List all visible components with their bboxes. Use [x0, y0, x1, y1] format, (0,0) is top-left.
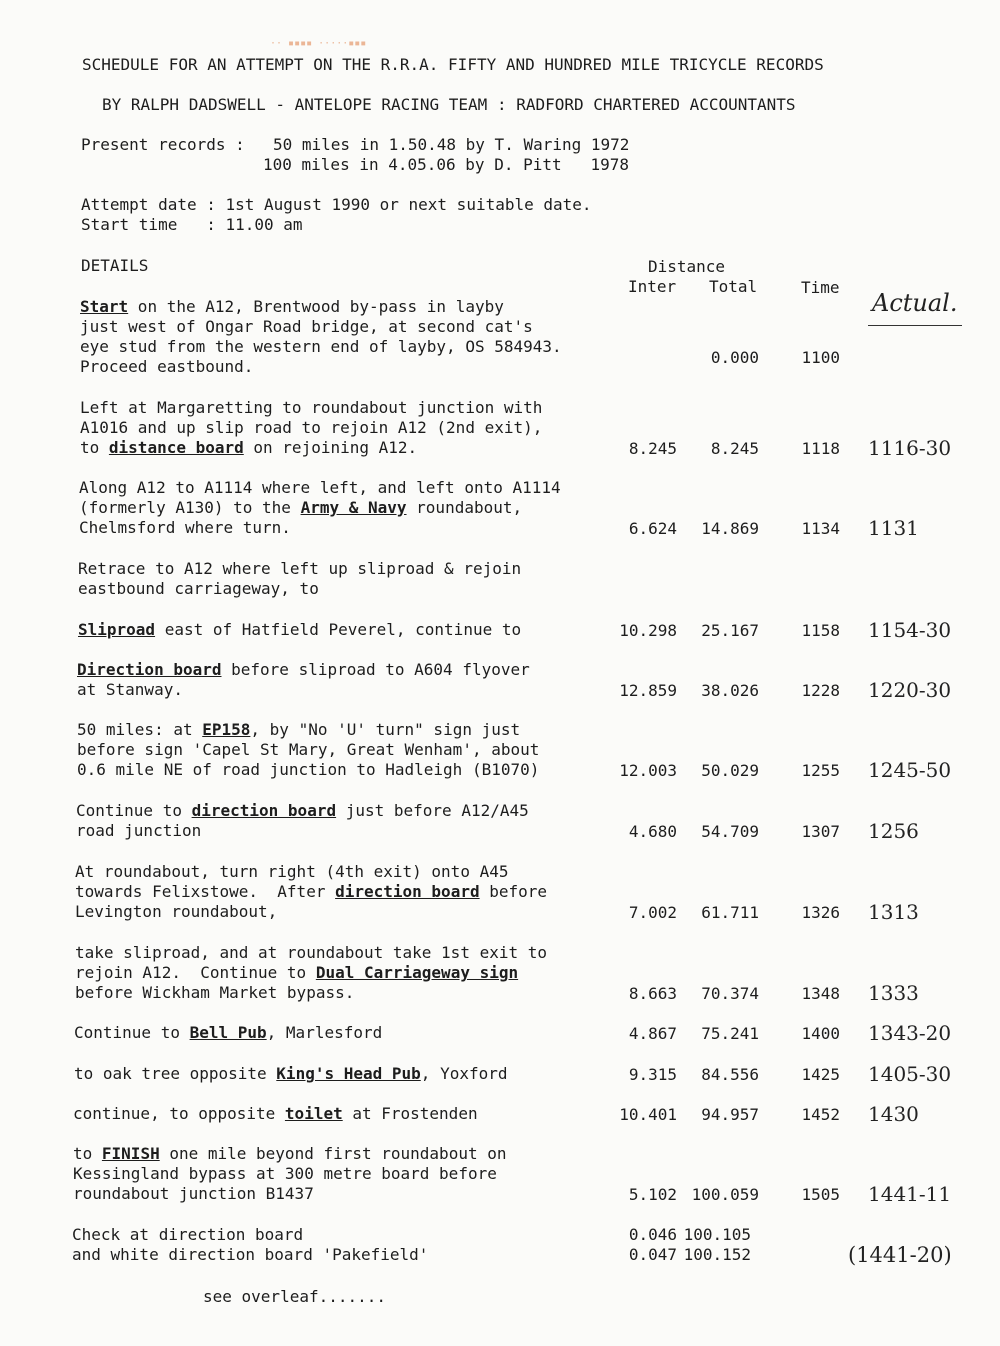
detail-text: rejoin A12. Continue to [75, 963, 316, 982]
scheduled-time: 1100 [801, 348, 840, 367]
inter-distance: 9.315 [628, 1065, 677, 1084]
total-distance: 100.059 [691, 1185, 759, 1204]
total-distance: 75.241 [701, 1024, 759, 1043]
record-50-miles: 50 miles in 1.50.48 by T. Waring 1972 [273, 135, 630, 154]
detail-text: Continue to [74, 1023, 190, 1042]
detail-line [75, 983, 354, 1003]
detail-line [73, 1184, 314, 1204]
detail-line [80, 418, 542, 438]
landmark-label: EP158 [202, 720, 251, 739]
paper-mark: ·· ▪▪▪▪ ·····▪▪▪ [270, 38, 367, 49]
landmark-label: toilet [284, 1104, 343, 1123]
inter-distance: 8.245 [628, 439, 677, 458]
check-line: Check at direction board [72, 1225, 304, 1244]
detail-text: roundabout, [406, 498, 523, 517]
total-distance: 70.374 [701, 984, 759, 1003]
scheduled-time: 1134 [801, 519, 840, 538]
landmark-label: direction board [335, 882, 480, 901]
detail-line [80, 337, 562, 357]
detail-line [74, 1023, 382, 1043]
check-total: 100.105 [683, 1225, 751, 1244]
scheduled-time: 1307 [801, 822, 840, 841]
total-distance: 8.245 [710, 439, 759, 458]
total-distance: 84.556 [701, 1065, 759, 1084]
detail-text: to oak tree opposite [74, 1064, 277, 1083]
detail-line [77, 720, 520, 740]
detail-line [75, 882, 547, 902]
check-total: 100.152 [683, 1245, 751, 1264]
detail-line [75, 943, 547, 963]
detail-line [75, 902, 277, 922]
detail-text: just before A12/A45 [336, 801, 529, 820]
detail-line [73, 1144, 506, 1164]
landmark-label: distance board [108, 438, 244, 457]
scheduled-time: 1118 [801, 439, 840, 458]
detail-text: to [73, 1144, 102, 1163]
detail-line [77, 760, 539, 780]
detail-text: at Frostenden [342, 1104, 478, 1123]
detail-line [79, 498, 522, 518]
detail-text: Proceed eastbound. [80, 357, 254, 376]
detail-text: before [479, 882, 548, 901]
check-line: and white direction board 'Pakefield' [72, 1245, 429, 1264]
footer-note: see overleaf....... [203, 1287, 387, 1306]
total-distance: 14.869 [701, 519, 759, 538]
inter-distance: 10.401 [619, 1105, 677, 1124]
detail-text: , by "No 'U' turn" sign just [250, 720, 521, 739]
actual-time-handwritten: 1154-30 [868, 618, 952, 642]
detail-text: on the A12, Brentwood by-pass in layby [128, 297, 504, 316]
landmark-label: Bell Pub [189, 1023, 267, 1042]
scheduled-time: 1228 [801, 681, 840, 700]
detail-line [80, 317, 533, 337]
actual-time-handwritten: 1441-11 [868, 1182, 952, 1206]
detail-line [78, 620, 521, 640]
total-distance: 0.000 [710, 348, 759, 367]
detail-text: one mile beyond first roundabout on [159, 1144, 507, 1163]
detail-text: Left at Margaretting to roundabout junction with [80, 398, 543, 417]
detail-line [77, 680, 183, 700]
detail-text: Along A12 to A1114 where left, and left onto A1114 [79, 478, 561, 497]
actual-time-handwritten: 1313 [868, 900, 919, 924]
inter-distance: 5.102 [628, 1185, 677, 1204]
landmark-label: direction board [191, 801, 337, 820]
detail-line [80, 438, 417, 458]
detail-text: eye stud from the western end of layby, OS 584943. [80, 337, 562, 356]
detail-line [79, 518, 291, 538]
detail-text: , Marlesford [266, 1023, 383, 1042]
detail-line [74, 1064, 508, 1084]
scheduled-time: 1505 [801, 1185, 840, 1204]
detail-line [78, 579, 319, 599]
scheduled-time: 1425 [801, 1065, 840, 1084]
detail-text: 50 miles: at [77, 720, 203, 739]
actual-time-handwritten: 1131 [868, 516, 919, 540]
landmark-label: Start [80, 297, 129, 316]
total-distance: 25.167 [701, 621, 759, 640]
detail-line [80, 357, 253, 377]
landmark-label: FINISH [101, 1144, 160, 1163]
record-100-miles: 100 miles in 4.05.06 by D. Pitt 1978 [263, 155, 630, 174]
document-subtitle: BY RALPH DADSWELL - ANTELOPE RACING TEAM : RADFORD CHARTERED ACCOUNTANTS [102, 95, 796, 114]
actual-underline [868, 325, 962, 326]
detail-text: Chelmsford where turn. [79, 518, 291, 537]
detail-text: to [80, 438, 109, 457]
scheduled-time: 1326 [801, 903, 840, 922]
detail-line [80, 398, 542, 418]
detail-text: Kessingland bypass at 300 metre board before [73, 1164, 497, 1183]
detail-text: roundabout junction B1437 [73, 1184, 314, 1203]
detail-text: road junction [76, 821, 202, 840]
total-distance: 61.711 [701, 903, 759, 922]
landmark-label: King's Head Pub [276, 1064, 421, 1083]
detail-text: , Yoxford [420, 1064, 508, 1083]
detail-text: take sliproad, and at roundabout take 1st exit to [75, 943, 548, 962]
detail-line [76, 821, 201, 841]
actual-time-handwritten: 1256 [868, 819, 919, 843]
detail-text: Retrace to A12 where left up sliproad & rejoin [78, 559, 522, 578]
details-header: DETAILS [81, 256, 149, 275]
inter-distance: 10.298 [619, 621, 677, 640]
actual-time-handwritten: 1333 [868, 981, 919, 1005]
landmark-label: Direction board [77, 660, 222, 679]
detail-line [75, 963, 518, 983]
inter-distance: 8.663 [628, 984, 677, 1003]
detail-text: eastbound carriageway, to [78, 579, 319, 598]
detail-text: east of Hatfield Peverel, continue to [155, 620, 522, 639]
inter-distance: 12.003 [619, 761, 677, 780]
check-inter: 0.047 [628, 1245, 677, 1264]
distance-header: Distance [648, 257, 726, 276]
inter-distance: 7.002 [628, 903, 677, 922]
inter-distance: 4.680 [628, 822, 677, 841]
inter-header: Inter [628, 277, 677, 296]
total-header: Total [709, 277, 758, 296]
landmark-label: Army & Navy [300, 498, 407, 517]
records-label: Present records : [81, 135, 245, 154]
actual-header: Actual. [872, 289, 958, 317]
scheduled-time: 1452 [801, 1105, 840, 1124]
detail-line [79, 478, 561, 498]
detail-text: At roundabout, turn right (4th exit) onto A45 [75, 862, 509, 881]
total-distance: 50.029 [701, 761, 759, 780]
detail-text: continue, to opposite [73, 1104, 285, 1123]
inter-distance: 6.624 [628, 519, 677, 538]
detail-text: on rejoining A12. [243, 438, 418, 457]
total-distance: 54.709 [701, 822, 759, 841]
check-inter: 0.046 [628, 1225, 677, 1244]
detail-line [76, 801, 529, 821]
detail-line [77, 660, 530, 680]
start-time: Start time : 11.00 am [81, 215, 303, 234]
inter-distance: 12.859 [619, 681, 677, 700]
inter-distance: 4.867 [628, 1024, 677, 1043]
detail-text: before sliproad to A604 flyover [221, 660, 530, 679]
scheduled-time: 1348 [801, 984, 840, 1003]
detail-text: towards Felixstowe. After [75, 882, 336, 901]
detail-line [78, 559, 521, 579]
detail-line [80, 297, 504, 317]
landmark-label: Dual Carriageway sign [315, 963, 519, 982]
time-header: Time [801, 278, 840, 297]
document-title: SCHEDULE FOR AN ATTEMPT ON THE R.R.A. FIFTY AND HUNDRED MILE TRICYCLE RECORDS [82, 55, 824, 74]
total-distance: 94.957 [701, 1105, 759, 1124]
actual-time-handwritten: (1441-20) [848, 1243, 952, 1267]
detail-text: at Stanway. [77, 680, 183, 699]
detail-text: Levington roundabout, [75, 902, 278, 921]
actual-time-handwritten: 1343-20 [868, 1021, 952, 1045]
actual-time-handwritten: 1245-50 [868, 758, 952, 782]
actual-time-handwritten: 1116-30 [868, 436, 952, 460]
detail-text: 0.6 mile NE of road junction to Hadleigh (B1070) [77, 760, 540, 779]
actual-time-handwritten: 1405-30 [868, 1062, 952, 1086]
scheduled-time: 1255 [801, 761, 840, 780]
detail-text: (formerly A130) to the [79, 498, 301, 517]
detail-line [73, 1164, 497, 1184]
scheduled-time: 1158 [801, 621, 840, 640]
detail-text: before Wickham Market bypass. [75, 983, 355, 1002]
detail-line [73, 1104, 478, 1124]
scheduled-time: 1400 [801, 1024, 840, 1043]
actual-time-handwritten: 1220-30 [868, 678, 952, 702]
detail-text: Continue to [76, 801, 192, 820]
detail-text: before sign 'Capel St Mary, Great Wenham', about [77, 740, 540, 759]
detail-text: A1016 and up slip road to rejoin A12 (2nd exit), [80, 418, 543, 437]
detail-text: just west of Ongar Road bridge, at second cat's [80, 317, 533, 336]
total-distance: 38.026 [701, 681, 759, 700]
detail-line [75, 862, 508, 882]
actual-time-handwritten: 1430 [868, 1102, 919, 1126]
landmark-label: Sliproad [78, 620, 156, 639]
detail-line [77, 740, 539, 760]
attempt-date: Attempt date : 1st August 1990 or next suitable date. [81, 195, 592, 214]
